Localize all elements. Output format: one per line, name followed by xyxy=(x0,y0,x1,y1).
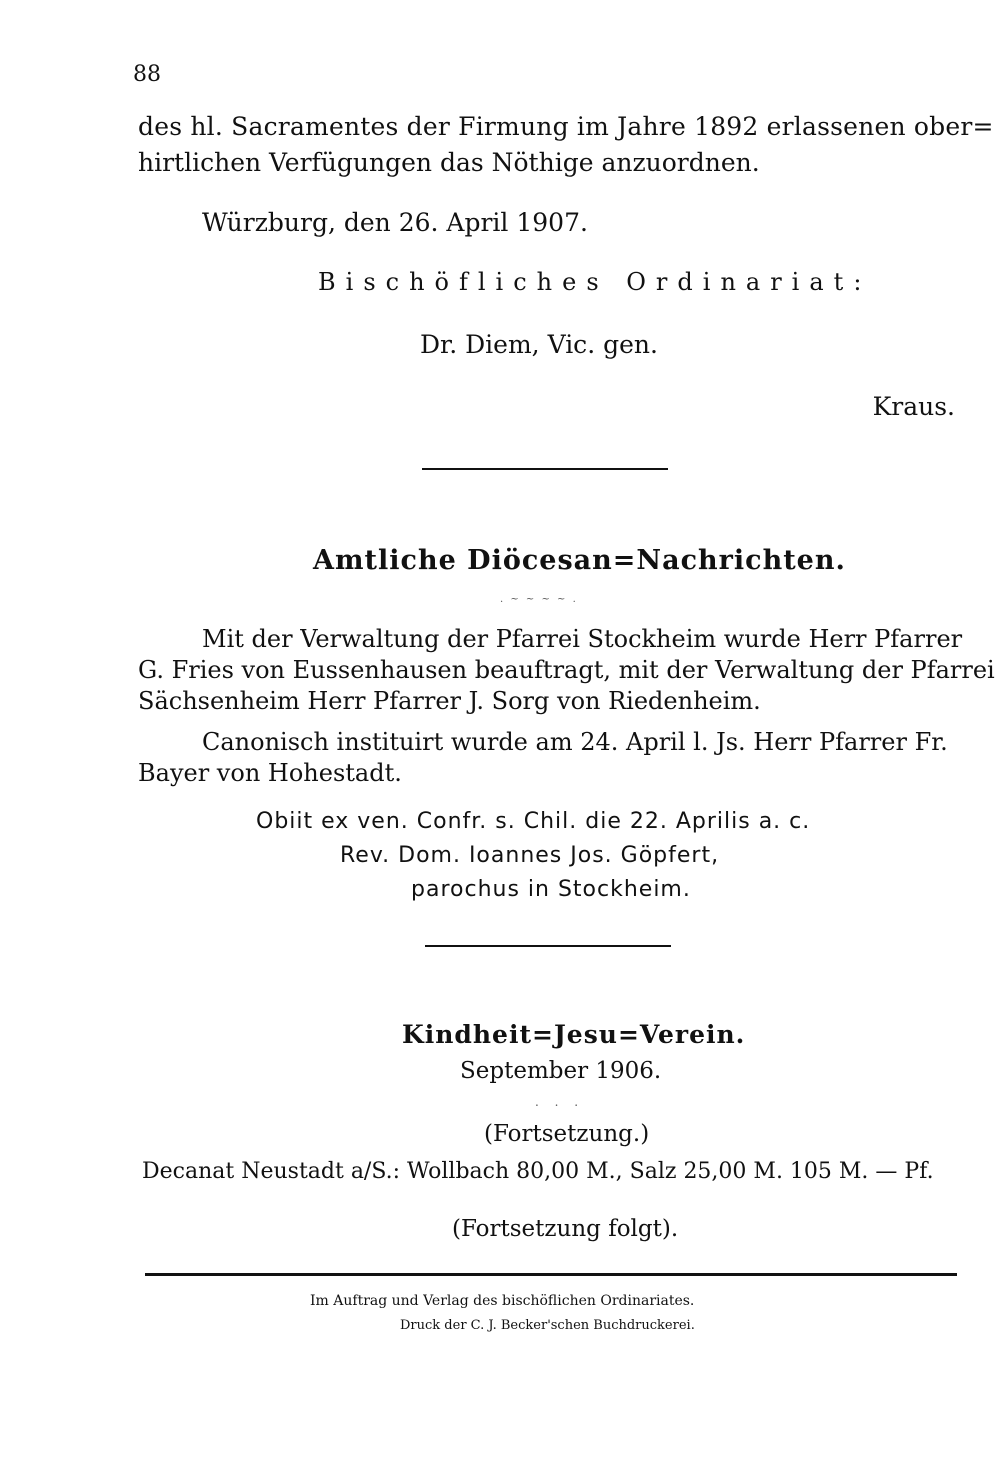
secretary: Kraus. xyxy=(872,392,955,421)
continuation-note: (Fortsetzung.) xyxy=(484,1121,650,1147)
section1-para1-line2: G. Fries von Eussenhausen beauftragt, mit der Verwaltung der Pfarrei xyxy=(138,656,995,684)
obit-line-3: parochus in Stockheim. xyxy=(411,877,691,902)
signatory: Dr. Diem, Vic. gen. xyxy=(420,330,658,359)
section1-para1-line3: Sächsenheim Herr Pfarrer J. Sorg von Riedenheim. xyxy=(138,687,761,715)
obit-line-1: Obiit ex ven. Confr. s. Chil. die 22. Aprilis a. c. xyxy=(256,809,811,834)
obit-line-2: Rev. Dom. Ioannes Jos. Göpfert, xyxy=(340,843,720,868)
decanat-entry: Decanat Neustadt a/S.: Wollbach 80,00 M., Salz 25,00 M. 105 M. — Pf. xyxy=(142,1159,934,1184)
footer-line-1: Im Auftrag und Verlag des bischöflichen Ordinariates. xyxy=(310,1293,695,1309)
place-date: Würzburg, den 26. April 1907. xyxy=(202,208,588,237)
footer-rule xyxy=(145,1273,957,1276)
section1-para1-line1: Mit der Verwaltung der Pfarrei Stockheim wurde Herr Pfarrer xyxy=(202,625,963,653)
section2-heading: Kindheit=Jesu=Verein. xyxy=(402,1020,746,1049)
ornament-dots: . . . xyxy=(535,1095,585,1109)
footer-line-2: Druck der C. J. Becker'schen Buchdruckerei. xyxy=(400,1318,695,1333)
authority-title: Bischöfliches Ordinariat: xyxy=(318,268,872,296)
ornament: . ~ ~ ~ ~ . xyxy=(500,594,578,605)
page-number: 88 xyxy=(133,62,161,87)
to-be-continued: (Fortsetzung folgt). xyxy=(452,1216,679,1242)
intro-line-2: hirtlichen Verfügungen das Nöthige anzuordnen. xyxy=(138,148,760,177)
section1-para2-line1: Canonisch instituirt wurde am 24. April l. Js. Herr Pfarrer Fr. xyxy=(202,728,948,756)
section1-heading: Amtliche Diöcesan=Nachrichten. xyxy=(313,545,846,576)
separator-rule-2 xyxy=(425,945,671,947)
intro-line-1: des hl. Sacramentes der Firmung im Jahre 1892 erlassenen ober= xyxy=(138,112,994,141)
section1-para2-line2: Bayer von Hohestadt. xyxy=(138,759,402,787)
separator-rule-1 xyxy=(422,468,668,470)
section2-subtitle: September 1906. xyxy=(460,1058,662,1084)
